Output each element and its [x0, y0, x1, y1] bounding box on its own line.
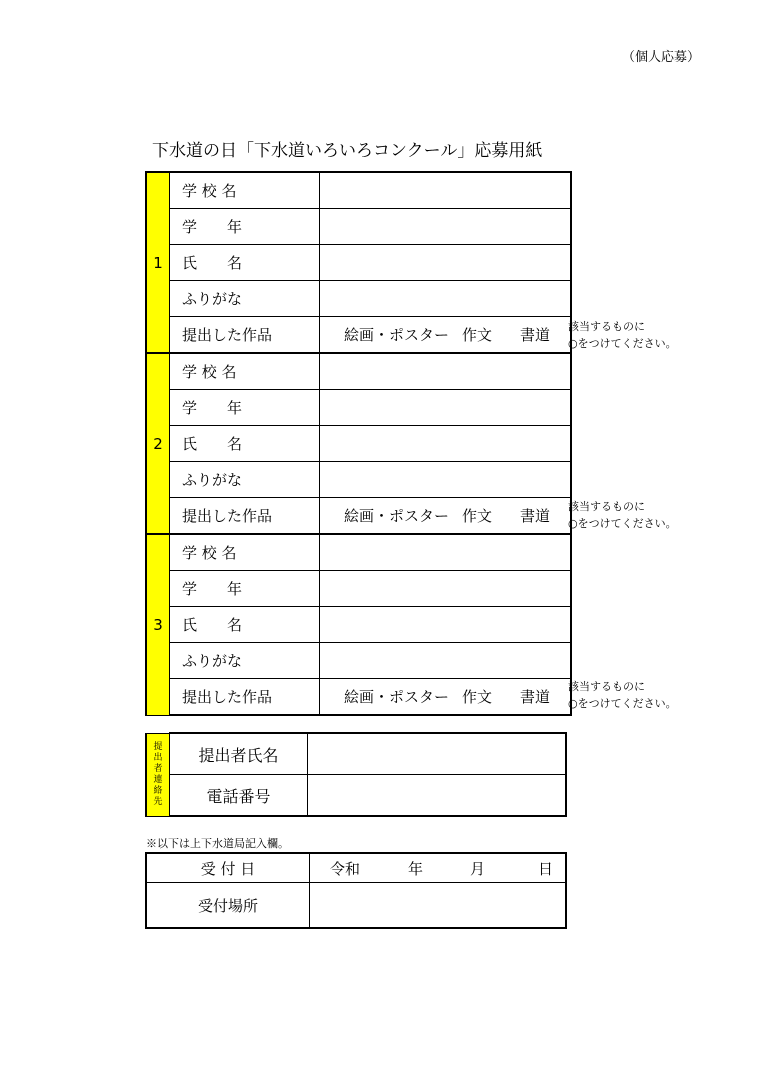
option-calligraphy[interactable]: 書道	[520, 326, 551, 344]
school-name-field[interactable]	[320, 534, 572, 571]
entry-number: 3	[146, 534, 170, 715]
received-date-label: 受 付 日	[146, 853, 310, 883]
submitted-work-field[interactable]	[320, 498, 572, 535]
submitter-phone-label: 電話番号	[170, 775, 308, 817]
option-calligraphy[interactable]: 書道	[520, 688, 551, 706]
option-note-1: 該当するものに ○をつけてください。	[568, 320, 677, 350]
furigana-label: ふりがな	[170, 281, 320, 317]
grade-field[interactable]	[320, 209, 572, 245]
submitter-table	[145, 732, 567, 817]
entries-table	[145, 171, 572, 716]
received-date-field[interactable]	[310, 853, 567, 883]
student-name-label: 氏 名	[170, 607, 320, 643]
school-name-label: 学 校 名	[170, 172, 320, 209]
grade-field[interactable]	[320, 571, 572, 607]
office-use-remark: ※以下は上下水道局記入欄。	[146, 837, 289, 850]
entry-number: 2	[146, 353, 170, 534]
side-char: 者	[153, 763, 163, 774]
student-name-label: 氏 名	[170, 245, 320, 281]
option-note-2: 該当するものに ○をつけてください。	[568, 500, 677, 530]
student-name-label: 氏 名	[170, 426, 320, 462]
office-use-table	[145, 852, 567, 929]
submitted-work-label: 提出した作品	[170, 679, 320, 716]
submitter-side-label	[146, 733, 170, 816]
option-essay[interactable]: 作文	[462, 326, 493, 344]
grade-field[interactable]	[320, 390, 572, 426]
furigana-field[interactable]	[320, 643, 572, 679]
date-era: 令和	[330, 859, 361, 878]
date-month: 月	[470, 859, 486, 878]
submitted-work-label: 提出した作品	[170, 498, 320, 535]
school-name-field[interactable]	[320, 172, 572, 209]
submitter-phone-field[interactable]	[308, 775, 567, 817]
furigana-field[interactable]	[320, 462, 572, 498]
received-place-field[interactable]	[310, 883, 567, 929]
school-name-label: 学 校 名	[170, 353, 320, 390]
grade-label: 学 年	[170, 571, 320, 607]
date-year: 年	[408, 859, 424, 878]
option-essay[interactable]: 作文	[462, 507, 493, 525]
submitter-name-field[interactable]	[308, 733, 567, 775]
option-painting[interactable]: 絵画・ポスター	[344, 507, 450, 525]
school-name-label: 学 校 名	[170, 534, 320, 571]
submitted-work-field[interactable]	[320, 679, 572, 716]
option-painting[interactable]: 絵画・ポスター	[344, 688, 450, 706]
form-title: 下水道の日「下水道いろいろコンクール」応募用紙	[152, 141, 543, 161]
side-char: 提	[153, 741, 163, 752]
submitted-work-field[interactable]	[320, 317, 572, 354]
student-name-field[interactable]	[320, 426, 572, 462]
option-painting[interactable]: 絵画・ポスター	[344, 326, 450, 344]
entry-number: 1	[146, 172, 170, 353]
student-name-field[interactable]	[320, 607, 572, 643]
furigana-field[interactable]	[320, 281, 572, 317]
grade-label: 学 年	[170, 390, 320, 426]
side-char: 絡	[153, 785, 163, 796]
date-day: 日	[538, 859, 554, 878]
school-name-field[interactable]	[320, 353, 572, 390]
application-type-label: （個人応募）	[622, 50, 701, 65]
grade-label: 学 年	[170, 209, 320, 245]
option-note-3: 該当するものに ○をつけてください。	[568, 680, 677, 710]
submitted-work-label: 提出した作品	[170, 317, 320, 354]
side-char: 連	[153, 774, 163, 785]
furigana-label: ふりがな	[170, 462, 320, 498]
option-essay[interactable]: 作文	[462, 688, 493, 706]
received-place-label: 受付場所	[146, 883, 310, 929]
side-char: 出	[153, 752, 163, 763]
option-calligraphy[interactable]: 書道	[520, 507, 551, 525]
student-name-field[interactable]	[320, 245, 572, 281]
submitter-name-label: 提出者氏名	[170, 733, 308, 775]
side-char: 先	[153, 796, 163, 807]
furigana-label: ふりがな	[170, 643, 320, 679]
